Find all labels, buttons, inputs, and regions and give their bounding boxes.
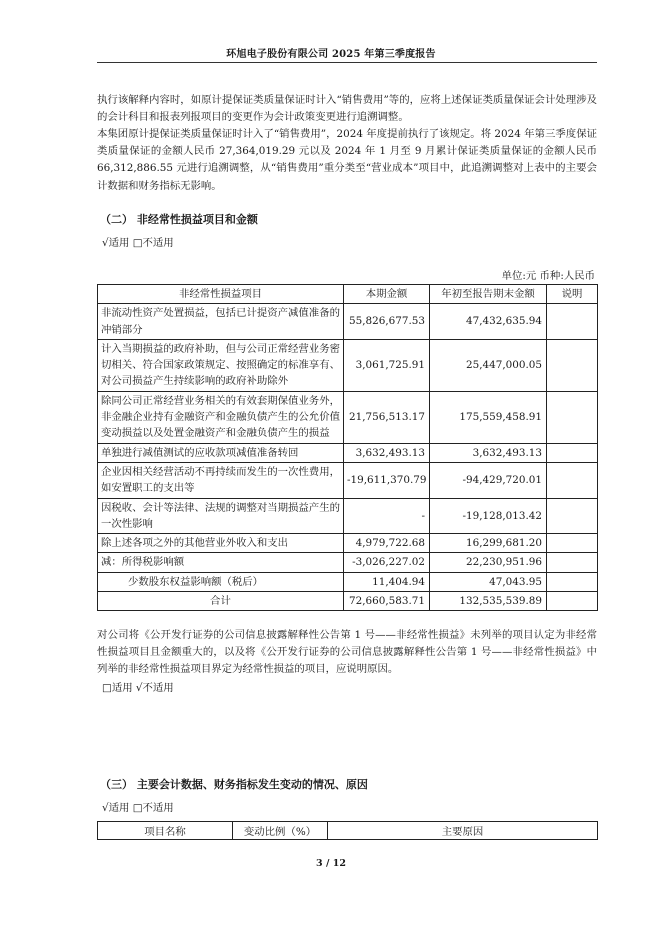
section-2-applicability: √适用 □不适用 bbox=[102, 237, 174, 249]
row-note bbox=[547, 498, 598, 534]
row-note bbox=[547, 443, 598, 462]
section-3-title: （三） 主要会计数据、财务指标发生变动的情况、原因 bbox=[100, 778, 368, 791]
column-header-item-name: 项目名称 bbox=[98, 822, 233, 840]
row-item: 因税收、会计等法律、法规的调整对当期损益产生的一次性影响 bbox=[98, 498, 344, 534]
row-current: - bbox=[344, 498, 430, 534]
table-row bbox=[98, 339, 598, 391]
row-ytd: -19,128,013.42 bbox=[430, 498, 547, 534]
row-item: 单独进行减值测试的应收款项减值准备转回 bbox=[98, 443, 344, 462]
table-header-row bbox=[98, 285, 598, 304]
row-note bbox=[547, 572, 598, 591]
header-divider bbox=[97, 62, 597, 63]
row-ytd: -94,429,720.01 bbox=[430, 462, 547, 498]
row-current: 55,826,677.53 bbox=[344, 304, 430, 340]
intro-paragraph-1: 执行该解释内容时，如原计提保证类质量保证时计入“销售费用”等的，应将上述保证类质量保证会计处理涉及的会计科目和报表列报项目的变更作为会计政策变更进行追溯调整。 bbox=[97, 94, 597, 124]
row-ytd: 22,230,951.96 bbox=[430, 553, 547, 572]
row-note bbox=[547, 304, 598, 340]
page-number: 3 / 12 bbox=[316, 858, 346, 869]
column-header-current: 本期金额 bbox=[344, 285, 430, 304]
row-ytd: 175,559,458.91 bbox=[430, 391, 547, 443]
row-note bbox=[547, 391, 598, 443]
column-header-item: 非经常性损益项目 bbox=[98, 285, 344, 304]
table-row bbox=[98, 304, 598, 340]
row-note bbox=[547, 462, 598, 498]
row-item: 除同公司正常经营业务相关的有效套期保值业务外，非金融企业持有金融资产和金融负债产生的公允价值变动损益以及处置金融资产和金融负债产生的损益 bbox=[98, 391, 344, 443]
table-header-row bbox=[98, 822, 598, 840]
section-2-title: （二） 非经常性损益项目和金额 bbox=[100, 213, 258, 226]
table-row bbox=[98, 391, 598, 443]
row-current: 3,061,725.91 bbox=[344, 339, 430, 391]
row-current: -3,026,227.02 bbox=[344, 553, 430, 572]
row-ytd: 25,447,000.05 bbox=[430, 339, 547, 391]
row-ytd: 16,299,681.20 bbox=[430, 534, 547, 553]
row-ytd: 3,632,493.13 bbox=[430, 443, 547, 462]
row-current: 72,660,583.71 bbox=[344, 592, 430, 611]
column-header-main-reason: 主要原因 bbox=[328, 822, 598, 840]
row-note bbox=[547, 339, 598, 391]
row-ytd: 132,535,539.89 bbox=[430, 592, 547, 611]
row-current: 11,404.94 bbox=[344, 572, 430, 591]
row-note bbox=[547, 592, 598, 611]
table-row bbox=[98, 443, 598, 462]
section-2-explanation-applicability: □适用 √不适用 bbox=[102, 682, 174, 694]
non-recurring-gains-table bbox=[97, 284, 598, 611]
table-row bbox=[98, 534, 598, 553]
row-item: 少数股东权益影响额（税后） bbox=[98, 572, 344, 591]
row-current: 21,756,513.17 bbox=[344, 391, 430, 443]
change-reasons-table bbox=[97, 821, 598, 840]
row-ytd: 47,432,635.94 bbox=[430, 304, 547, 340]
intro-paragraph-2: 本集团原计提保证类质量保证时计入了“销售费用”，2024 年度提前执行了该规定。将 2024 年第三季度保证类质量保证的金额人民币 27,364,019.29 元以及 2024 年 1 月至 9 月累计保证类质量保证的金额人民币 66,312,886.55 元进行追溯调整，从“销售费用”重分类至“营业成本”项目中，此追溯调整对上表中的主要会计数据和财务指标无影响。 bbox=[97, 128, 597, 192]
row-note bbox=[547, 553, 598, 572]
table-row bbox=[98, 572, 598, 591]
report-header: 环旭电子股份有限公司 2025 年第三季度报告 bbox=[226, 49, 436, 60]
row-item: 企业因相关经营活动不再持续而发生的一次性费用，如安置职工的支出等 bbox=[98, 462, 344, 498]
column-header-change-ratio: 变动比例（%） bbox=[233, 822, 328, 840]
unit-currency-label: 单位:元 币种:人民币 bbox=[501, 270, 595, 282]
column-header-note: 说明 bbox=[547, 285, 598, 304]
row-current: -19,611,370.79 bbox=[344, 462, 430, 498]
table-total-row bbox=[98, 592, 598, 611]
section-3-applicability: √适用 □不适用 bbox=[102, 802, 174, 814]
row-ytd: 47,043.95 bbox=[430, 572, 547, 591]
section-2-explanation: 对公司将《公开发行证券的公司信息披露解释性公告第 1 号——非经常性损益》未列举的项目认定为非经常性损益项目且金额重大的，以及将《公开发行证券的公司信息披露解释性公告第 1 号——非经常性损益》中列举的非经常性损益项目界定为经常性损益的项目，应说明原因。 bbox=[97, 629, 597, 676]
table-row bbox=[98, 553, 598, 572]
row-item: 计入当期损益的政府补助，但与公司正常经营业务密切相关、符合国家政策规定、按照确定的标准享有、对公司损益产生持续影响的政府补助除外 bbox=[98, 339, 344, 391]
row-note bbox=[547, 534, 598, 553]
row-item: 合计 bbox=[98, 592, 344, 611]
column-header-ytd: 年初至报告期末金额 bbox=[430, 285, 547, 304]
table-row bbox=[98, 462, 598, 498]
row-item: 非流动性资产处置损益，包括已计提资产减值准备的冲销部分 bbox=[98, 304, 344, 340]
row-current: 4,979,722.68 bbox=[344, 534, 430, 553]
row-current: 3,632,493.13 bbox=[344, 443, 430, 462]
table-row bbox=[98, 498, 598, 534]
row-item: 减：所得税影响额 bbox=[98, 553, 344, 572]
row-item: 除上述各项之外的其他营业外收入和支出 bbox=[98, 534, 344, 553]
